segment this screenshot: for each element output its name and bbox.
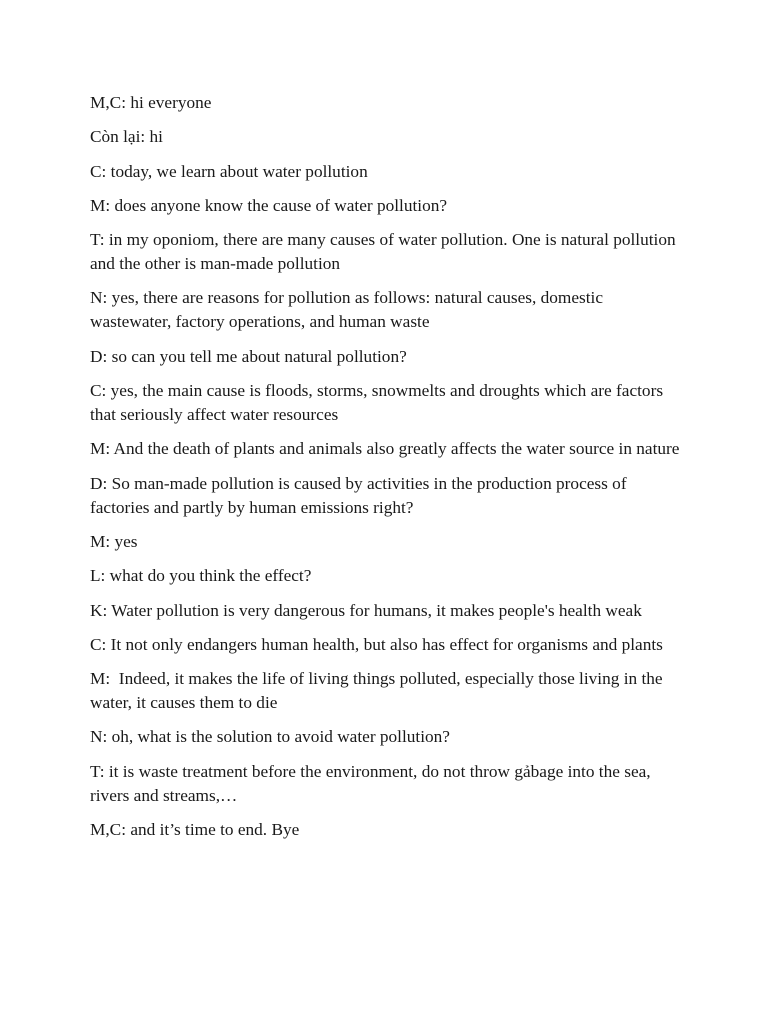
paragraph: C: today, we learn about water pollution: [90, 161, 368, 181]
paragraph: M: Indeed, it makes the life of living things polluted, especially those living in the water, it causes them to die: [90, 669, 667, 713]
paragraph: M,C: hi everyone: [90, 93, 212, 112]
paragraph: M,C: and it’s time to end. Bye: [90, 820, 300, 840]
paragraph: C: yes, the main cause is floods, storms, snowmelts and droughts which are factors that seriously affect water resources: [90, 381, 668, 425]
paragraph: Còn lại: hi: [90, 127, 163, 147]
paragraph: K: Water pollution is very dangerous for humans, it makes people's health weak: [90, 600, 642, 620]
paragraph: D: so can you tell me about natural pollution?: [90, 346, 407, 366]
paragraph: M: yes: [90, 531, 138, 551]
paragraph: C: It not only endangers human health, but also has effect for organisms and plants: [90, 634, 663, 654]
paragraph: N: oh, what is the solution to avoid water pollution?: [90, 727, 450, 747]
paragraph: D: So man-made pollution is caused by activities in the production process of factories and partly by human emissions right?: [90, 473, 631, 517]
paragraph: T: in my oponiom, there are many causes of water pollution. One is natural pollution and the other is man-made pollution: [90, 230, 680, 274]
paragraph: L: what do you think the effect?: [90, 566, 312, 586]
paragraph: M: And the death of plants and animals also greatly affects the water source in nature: [90, 439, 680, 459]
paragraph: N: yes, there are reasons for pollution as follows: natural causes, domestic wastewater, factory operations, and human waste: [90, 288, 608, 332]
paragraph: M: does anyone know the cause of water pollution?: [90, 195, 448, 215]
dialogue-text: [90, 91, 682, 852]
paragraph: T: it is waste treatment before the environment, do not throw gảbage into the sea, rivers and streams,…: [90, 761, 655, 805]
